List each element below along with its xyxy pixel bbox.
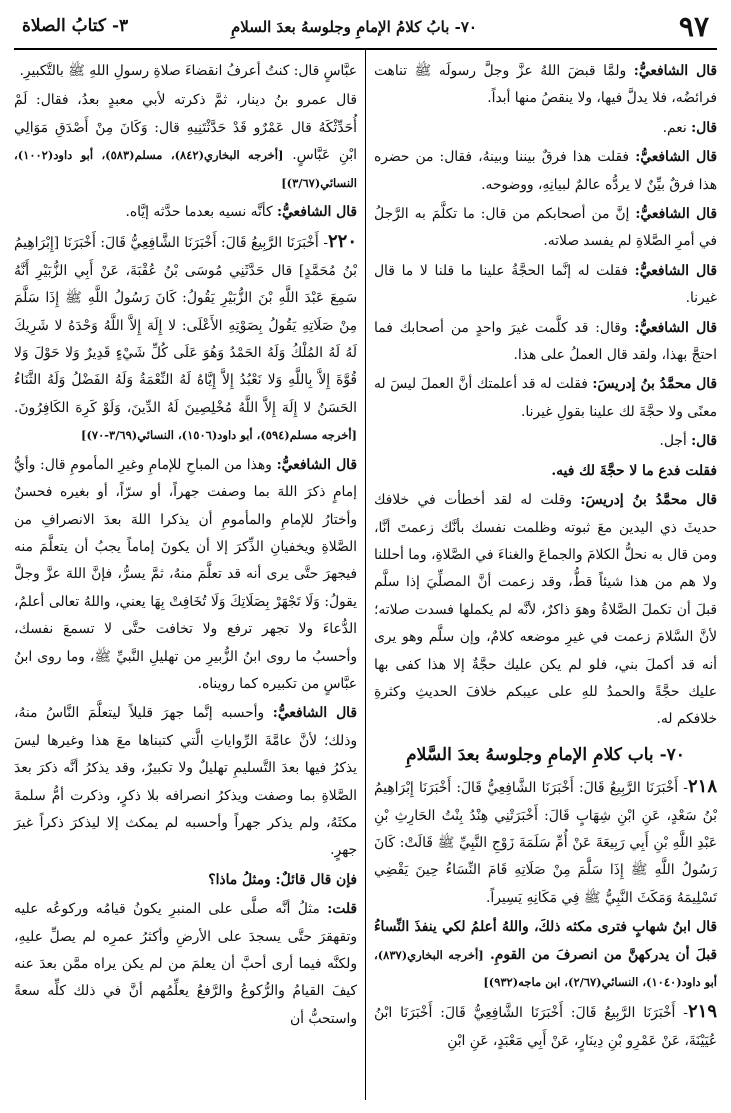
hadith-text: - أَخْبَرَنَا الرَّبِيعُ قَالَ: أَخْبَرَنَا الشَّافِعِيُّ قَالَ: أَخْبَرَنَا [إِبْرَاهِيمُ بْنُ مُحَمَّدٍ] قال حَدَّثَنِي مُوسَى بْنُ عُقْبَةَ، عَنْ أَبِي الزُّبَيْرِ أَنَّهُ سَمِعَ عَبْدَ اللَّهِ بْنَ الزُّبَيْرِ يَقُولُ: كَانَ رَسُولُ اللَّهِ ﷺ إِذَا سَلَّمَ مِنْ صَلَاتِهِ يَقُولُ بِصَوْتِهِ الأَعْلَى: لا إِلَهَ إِلاَّ اللَّهُ وَحْدَهُ لا شَرِيكَ لَهُ لَهُ المُلْكُ وَلَهُ الحَمْدُ وَهُوَ عَلَى كُلِّ شَيْءٍ قَدِيرٌ وَلا حَوْلَ وَلا قُوَّةَ إِلاَّ بِاللَّهِ وَلا نَعْبُدُ إِلاَّ إِيَّاهُ لَهُ النِّعْمَةُ وَلَهُ الفَضْلُ وَلَهُ الثَّنَاءُ الحَسَنُ لا إِلَهَ إِلاَّ اللَّهُ مُخْلِصِينَ لَهُ الدِّينَ، وَلَوْ كَرِهَ الكَافِرُونَ. — [14, 235, 357, 416]
speaker-label: قلت: — [327, 901, 358, 918]
speaker-label: قال الشافعيُّ: — [633, 63, 717, 79]
paragraph-text: وأحسبه إنَّما جهرَ قليلاً ليتعلَّمَ النَّاسُ منهُ، وذلك؛ لأنَّ عامَّةَ الرِّواياتِ الَّتي كتبناها معَ هذا وغيرها ليسَ يذكرُ فيها بعدَ التَّسليمِ تهليلٌ ولا تكبيرٌ، وقد يذكرُ أنَّه ذكرَ بعدَ الصَّلاةِ بما وصفت ويذكرُ انصرافه بلا ذكرٍ، وذكرت أمُّ سلمةَ مكثَهُ، ولم يذكر جهراً وأحسبه لم يمكث إلا ليذكرَ ذكراً غيرَ جهرٍ. — [14, 705, 357, 859]
paragraph — [14, 452, 357, 699]
running-chapter-title: ٧٠- بابُ كلامُ الإمامِ وجلوسهُ بعدَ السلامِ — [230, 18, 477, 36]
hadith-number: ٢٢٠ — [327, 231, 357, 253]
paragraph — [14, 87, 357, 197]
page-header — [14, 8, 717, 50]
paragraph-text: أجل. — [659, 433, 687, 450]
paragraph — [374, 315, 717, 370]
paragraph — [374, 201, 717, 256]
hadith-text: - أَخْبَرَنَا الرَّبِيعُ قَالَ: أَخْبَرَنَا الشَّافِعِيُّ قَالَ: أَخْبَرَنَا إِبْرَاهِيمُ بْنُ سَعْدٍ، عَنِ ابْنِ شِهَابٍ قَالَ: أَخْبَرَتْنِي هِنْدُ بِنْتُ الحَارِثِ بْنِ عَبْدِ اللَّهِ بْنِ أَبِي رَبِيعَةَ عَنْ أُمِّ سَلَمَةَ زَوْجِ النَّبِيِّ ﷺ قَالَتْ: كَانَ رَسُولُ اللَّهِ ﷺ إِذَا سَلَّمَ مِنْ صَلَاتِهِ قَامَ النِّسَاءُ حِينَ يَقْضِي تَسْلِيمَهُ وَمَكَثَ النَّبِيُّ ﷺ فِي مَكَانِهِ يَسِيراً. — [374, 780, 717, 906]
hadith-text: - أَخْبَرَنَا الرَّبِيعُ قَالَ: أَخْبَرَنَا الشَّافِعِيُّ قَالَ: أَخْبَرَنَا ابْنُ عُيَيْنَةَ، عَنْ عَمْرِو بْنِ دِينَارٍ، عَنْ أَبِي مَعْبَدٍ، عَنِ ابْنِ — [374, 1005, 717, 1049]
hadith-218-note — [374, 914, 717, 996]
paragraph — [374, 371, 717, 426]
hadith-218 — [374, 773, 717, 912]
paragraph-text: مثلُ أنَّه صلَّى على المنبرِ يكونُ قيامُه وركوعُه عليه وتقهقرَ حتَّى يسجدَ على الأرضِ وأكثرُ عمرِه لم يصلِّ عليهِ، ولكنَّه فيما أرى أحبَّ أن يعلمَ من لم يكن يراه ممَّن بعدَ عنه كيفَ القيامُ والرُّكوعُ والرَّفعُ يعلِّمُهم أنَّ في ذلك كلِّه سعةً واستحبُّ أن — [14, 901, 357, 1027]
speaker-label: قال الشافعيُّ: — [272, 705, 357, 722]
column-divider — [365, 50, 366, 1100]
hadith-219 — [374, 998, 717, 1055]
speaker-label: قال الشافعيُّ: — [276, 204, 357, 221]
paragraph-text: وقلت له لقد أخطأت في خلافك حديثَ ذي اليدين معَ ثبوته وظلمت نفسك بأنَّك زعمتَ أنَّا، ومن قال به نحلُّ الكلامَ والجماعَ والغناءَ في الصَّلاةِ، وما أحللنا ولا هم من هذا شيئاً قطُّ، وقد زعمت أنَّ المصلِّيَ إذا سلَّم قبلَ أن تكملَ الصَّلاةُ وهوَ ذاكرٌ، لأنَّه لم يكملها فسدت صلاته؛ لأنَّ السَّلامَ زعمت في غيرِ موضعه كلامٌ، وإن سلَّم وهو يرى أنه قد أكملَ بني، فلو لم يكن عليك حجَّةٌ إلا هذا كفى بها عليك حجَّةً والحمدُ للهِ على عيبكم خلافَ الحديثِ وكثرةِ خلافكم له. — [374, 492, 717, 728]
paragraph-text: فقلت له قد أعلمتك أنَّ العملَ ليسَ له معنًى ولا حجَّةَ لك علينا بقولِ غيرنا. — [374, 376, 717, 420]
note-text: قال ابنُ شهابٍ فترى مكثه ذلكَ، واللهُ أعلمُ لكي ينفذَ النِّساءُ قبلَ أن يدركهنَّ من انصرفَ من القومِ. — [374, 919, 717, 963]
paragraph-text: وهذا من المباحِ للإمامِ وغيرِ المأمومِ قال: وأيُّ إمامٍ ذكرَ اللهَ بما وصفت جهراً، أو سرّاً، أو بغيره فحسنٌ وأختارُ للإمامِ والمأمومِ أن يذكرا اللهَ بعدَ الانصرافِ من الصَّلاةِ ويخفيانِ الذِّكرَ إلا أن يكونَ إماماً يجبُ أن يتعلَّمَ منه فيجهرَ حتَّى يرى أنه قد تعلَّمَ منهُ، ثمَّ يسرُّ، فإنَّ اللهَ عزَّ وجلَّ يقولُ: وَلَا تَجْهَرْ بِصَلَاتِكَ وَلَا تُخَافِتْ بِهَا يعني، واللهُ تعالى أعلمُ، الدُّعاءَ ولا تجهر ترفع ولا تخافت حتَّى لا تسمعَ نفسك، وأحسبُ ما روى ابنُ الزُّبيرِ من تهليلِ النَّبيِّ ﷺ، وما روى ابنُ عبَّاسٍ من تكبيره كما رويناه. — [14, 456, 357, 692]
left-column — [14, 58, 357, 1035]
paragraph: عبَّاسٍ قال: كنتُ أعرفُ انقضاءَ صلاةِ رسولِ اللهِ ﷺ بالتَّكبيرِ. — [19, 63, 357, 79]
paragraph — [374, 258, 717, 313]
paragraph-text: فقلت فدع ما لا حجَّةَ لك فيه. — [551, 462, 717, 479]
speaker-label: قال محمَّدُ بنُ إدريسَ: — [580, 492, 717, 509]
hadith-number: ٢١٨ — [687, 776, 717, 798]
speaker-label: قال: — [691, 433, 717, 450]
running-book-title: ٣- كتابُ الصلاة — [22, 16, 129, 36]
speaker-label: قال الشافعيُّ: — [634, 262, 717, 279]
paragraph — [14, 199, 357, 226]
speaker-label: قال الشافعيُّ: — [634, 319, 717, 336]
right-column — [374, 58, 717, 1057]
paragraph-text: كأنَّه نسيه بعدما حدَّثه إيَّاه. — [125, 204, 273, 221]
paragraph-text: إنَّ من أصحابكم من قال: ما تكلَّمَ به الرَّجلُ في أمرِ الصَّلاةِ لم يفسد صلاته. — [374, 206, 717, 250]
paragraph — [374, 458, 717, 485]
page-number: ٩٧ — [678, 10, 709, 43]
paragraph-text: نعم. — [662, 119, 687, 136]
speaker-label: قال: — [691, 119, 717, 136]
speaker-label: قال محمَّدُ بنُ إدريسَ: — [592, 376, 717, 393]
paragraph — [14, 896, 357, 1033]
paragraph-text: قال عمرو بنُ دينار، ثمَّ ذكرته لأبي معبدٍ بعدُ، فقال: لَمْ أُحَدِّثْكَهُ قال عَمْرٌو قَدْ حَدَّثْتَنِيهِ قال: وَكَانَ مِنْ أَصْدَقِ مَوَالِي ابْنِ عَبَّاسٍ. — [14, 92, 358, 164]
paragraph — [374, 428, 717, 455]
paragraph-text: ولمَّا قبضَ اللهُ عزَّ وجلَّ رسولَه ﷺ تناهت فرائضُه، فلا يدلَّ فيها، ولا ينقصُ منها أبداً. — [374, 63, 717, 107]
paragraph-text: فقلت له إنَّما الحجَّةُ علينا ما قلنا لا ما قال غيرنا. — [374, 262, 717, 307]
speaker-label: قال الشافعيُّ: — [276, 456, 357, 473]
paragraph-text: فقلت هذا فرقٌ بيننا وبينهُ، فقال: من حضره هذا فرقٌ بيِّنٌ لا يردُّه عالمٌ لبيانِهِ، ووضوحه. — [374, 149, 717, 193]
paragraph — [374, 58, 717, 113]
hadith-number: ٢١٩ — [687, 1001, 717, 1023]
reference: [أخرجه البخاري(٨٣٧)، أبو داود(١٠٤٠)، النسائي(٢/٦٧)، ابن ماجه(٩٣٢)] — [374, 947, 717, 989]
hadith-220 — [14, 228, 357, 449]
paragraph — [374, 144, 717, 199]
speaker-label: قال الشافعيُّ: — [635, 149, 717, 166]
paragraph — [14, 700, 357, 864]
reference: [أخرجه مسلم(٥٩٤)، أبو داود(١٥٠٦)، النسائي(٣/٦٩-٧٠)] — [81, 428, 357, 443]
paragraph — [374, 115, 717, 142]
paragraph — [374, 487, 717, 734]
reference: [أخرجه البخاري(٨٤٢)، مسلم(٥٨٣)، أبو داود(١٠٠٢)، النسائي(٣/٦٧)] — [14, 148, 357, 190]
section-heading: ٧٠- باب كلامِ الإمامِ وجلوسهُ بعدَ السَّلامِ — [406, 744, 685, 765]
paragraph-text: وقال: قد كلَّمت غيرَ واحدٍ من أصحابك فما احتجَّ بهذا، ولقد قال العملُ على هذا. — [374, 319, 717, 364]
paragraph: فإن قال قائلٌ: ومثلُ ماذا؟ — [208, 871, 357, 888]
speaker-label: قال الشافعيُّ: — [635, 206, 717, 223]
